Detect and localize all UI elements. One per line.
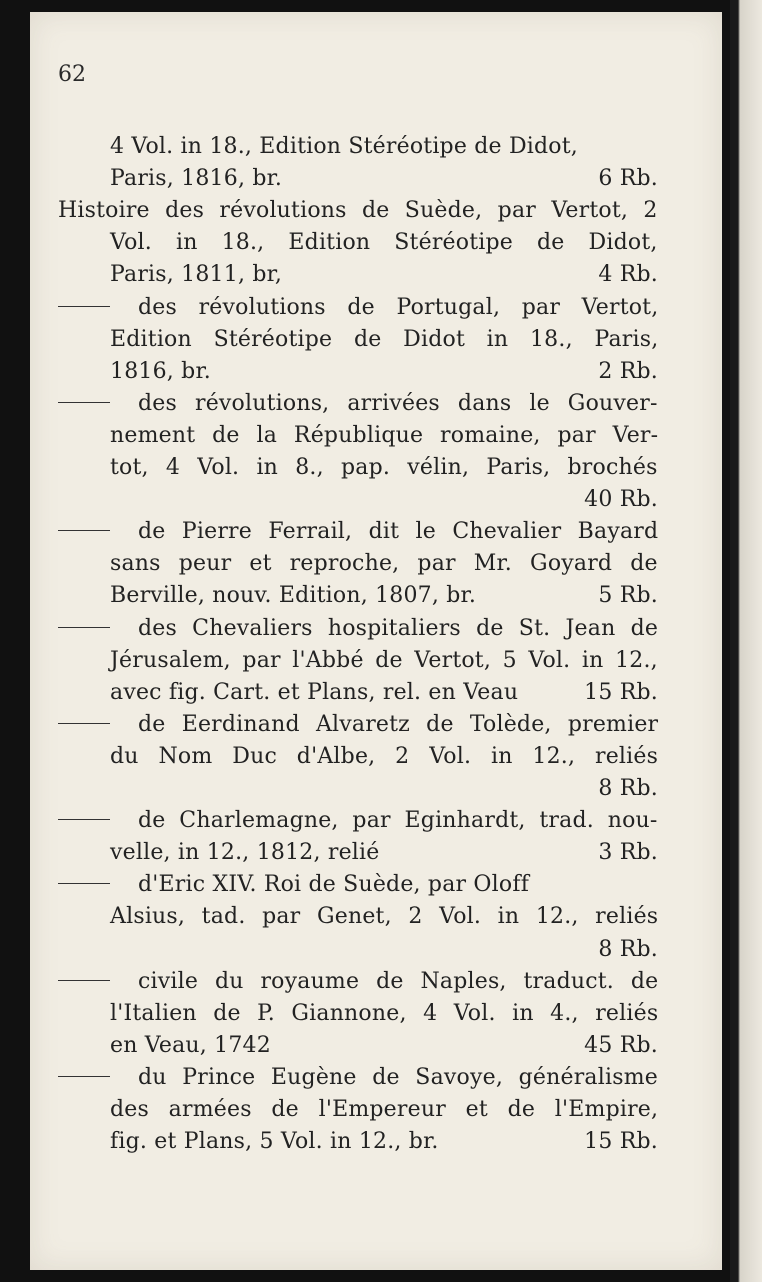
entry-text: du Prince Eugène de Savoye, généralisme bbox=[138, 1065, 658, 1090]
entry-text: Vol. in 18., Edition Stéréotipe de Didot, bbox=[110, 230, 658, 255]
entry-text: Histoire des révolutions de Suède, par Vertot, 2 bbox=[58, 198, 658, 223]
entry-text: sans peur et reproche, par Mr. Goyard de bbox=[110, 551, 658, 576]
entry-dash-line bbox=[58, 870, 529, 900]
ditto-dash bbox=[58, 723, 110, 724]
entry-dash-line bbox=[58, 293, 658, 323]
entry-text: en Veau, 1742 bbox=[110, 1033, 271, 1058]
entry-dash-line bbox=[58, 389, 658, 419]
entry-dash-line bbox=[58, 517, 658, 547]
entry-line bbox=[110, 838, 380, 868]
entry-text: Edition Stéréotipe de Didot in 18., Paris, bbox=[110, 327, 659, 352]
entry-line bbox=[110, 999, 658, 1029]
entry-line bbox=[110, 742, 658, 772]
entry-text: nement de la République romaine, par Ver- bbox=[110, 423, 659, 448]
entry-line bbox=[110, 453, 658, 483]
entry-line bbox=[110, 260, 282, 290]
price: 40 Rb. bbox=[584, 487, 658, 512]
price: 8 Rb. bbox=[598, 937, 658, 962]
entry-dash-line bbox=[58, 614, 658, 644]
price: 8 Rb. bbox=[598, 776, 658, 801]
page-number: 62 bbox=[58, 62, 86, 87]
ditto-dash bbox=[58, 402, 110, 403]
entry-text: fig. et Plans, 5 Vol. in 12., br. bbox=[110, 1129, 439, 1154]
entry-text: l'Italien de P. Giannone, 4 Vol. in 4., reliés bbox=[110, 1001, 659, 1026]
entry-text: Alsius, tad. par Genet, 2 Vol. in 12., reliés bbox=[110, 904, 659, 929]
price: 45 Rb. bbox=[584, 1033, 658, 1058]
entry-line bbox=[110, 678, 518, 708]
price: 2 Rb. bbox=[598, 359, 658, 384]
price: 15 Rb. bbox=[584, 680, 658, 705]
entry-line bbox=[110, 228, 658, 258]
entry-text: 1816, br. bbox=[110, 359, 211, 384]
entry-text: velle, in 12., 1812, relié bbox=[110, 840, 380, 865]
ditto-dash bbox=[58, 306, 110, 307]
entry-text: de Eerdinand Alvaretz de Tolède, premier bbox=[138, 712, 659, 737]
entry-line bbox=[110, 1031, 271, 1061]
entry-line bbox=[110, 902, 658, 932]
ditto-dash bbox=[58, 980, 110, 981]
price: 3 Rb. bbox=[598, 840, 658, 865]
entry-line bbox=[110, 132, 578, 162]
entry-line bbox=[110, 325, 658, 355]
entry-text: Paris, 1811, br, bbox=[110, 262, 283, 287]
entry-line bbox=[110, 357, 211, 387]
entry-line bbox=[110, 1095, 658, 1125]
entry-line bbox=[110, 646, 658, 676]
entry-line bbox=[110, 549, 658, 579]
price: 4 Rb. bbox=[598, 262, 658, 287]
entry-text: des armées de l'Empereur et de l'Empire, bbox=[110, 1097, 659, 1122]
entry-dash-line bbox=[58, 967, 658, 997]
entry-dash-line bbox=[58, 710, 658, 740]
entry-text: civile du royaume de Naples, traduct. de bbox=[138, 969, 659, 994]
entry-line bbox=[110, 581, 476, 611]
entry-line bbox=[110, 421, 658, 451]
ditto-dash bbox=[58, 627, 110, 628]
entry-text: de Charlemagne, par Eginhardt, trad. nou- bbox=[138, 808, 658, 833]
price: 6 Rb. bbox=[598, 166, 658, 191]
price: 15 Rb. bbox=[584, 1129, 658, 1154]
entry-text: Paris, 1816, br. bbox=[110, 166, 283, 191]
entry-text: tot, 4 Vol. in 8., pap. vélin, Paris, brochés bbox=[110, 455, 658, 480]
ditto-dash bbox=[58, 1076, 110, 1077]
entry-text: d'Eric XIV. Roi de Suède, par Oloff bbox=[138, 872, 530, 897]
entry-dash-line bbox=[58, 806, 658, 836]
entry-line bbox=[110, 164, 282, 194]
entry-text: Berville, nouv. Edition, 1807, br. bbox=[110, 583, 477, 608]
entry-text: des Chevaliers hospitaliers de St. Jean de bbox=[138, 616, 659, 641]
adjacent-page-edge bbox=[730, 0, 762, 1282]
ditto-dash bbox=[58, 530, 110, 531]
entry-text: avec fig. Cart. et Plans, rel. en Veau bbox=[110, 680, 519, 705]
entry-line bbox=[110, 1127, 439, 1157]
entry-dash-line bbox=[58, 1063, 658, 1093]
book-page bbox=[30, 12, 722, 1270]
entry-text: du Nom Duc d'Albe, 2 Vol. in 12., reliés bbox=[110, 744, 659, 769]
ditto-dash bbox=[58, 819, 110, 820]
entry-text: des révolutions de Portugal, par Vertot, bbox=[138, 295, 659, 320]
entry-text: 4 Vol. in 18., Edition Stéréotipe de Didot, bbox=[110, 134, 578, 159]
entry-text: de Pierre Ferrail, dit le Chevalier Bayard bbox=[138, 519, 659, 544]
entry-heading-line bbox=[58, 196, 658, 226]
entry-text: des révolutions, arrivées dans le Gouver- bbox=[138, 391, 658, 416]
entry-text: Jérusalem, par l'Abbé de Vertot, 5 Vol. in 12., bbox=[110, 648, 658, 673]
price: 5 Rb. bbox=[598, 583, 658, 608]
ditto-dash bbox=[58, 883, 110, 884]
